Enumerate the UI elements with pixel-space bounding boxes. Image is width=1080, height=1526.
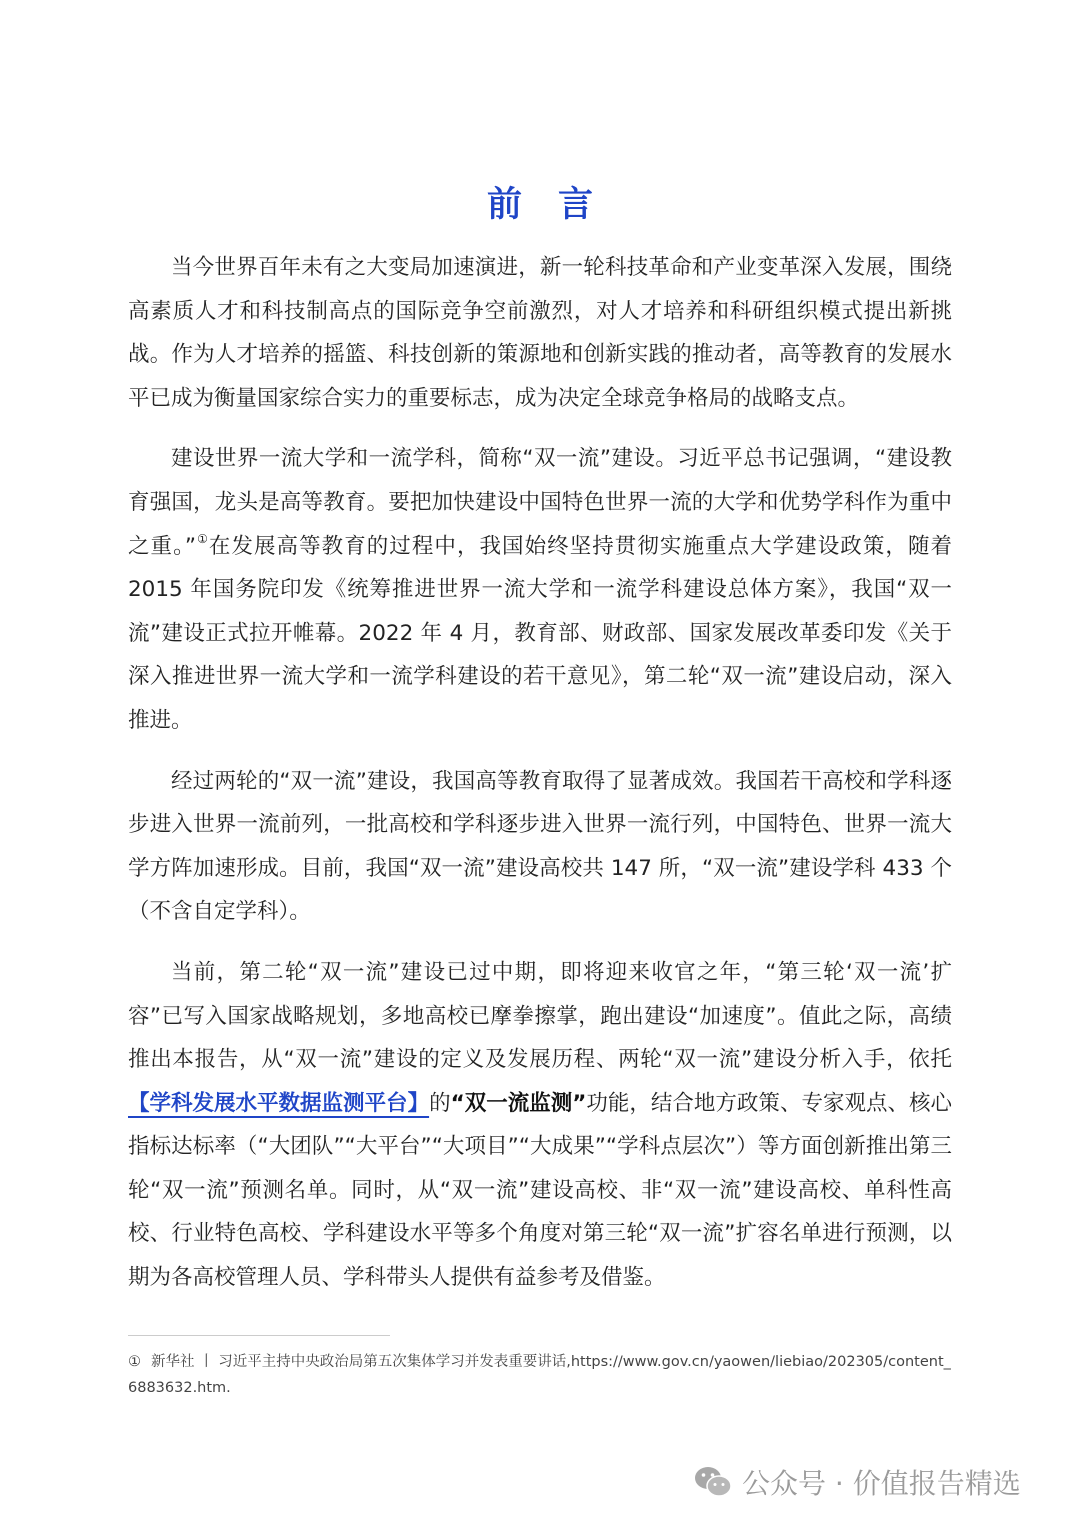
paragraph-2 <box>128 437 952 742</box>
monitoring-feature-name: “双一流监测” <box>450 1090 587 1116</box>
footnote-reference[interactable]: ① <box>196 531 209 546</box>
paragraph-2-part-a: 建设世界一流大学和一流学科，简称“双一流”建设。习近平总书记强调，“建设教育强国，龙头是高等教育。要把加快建设中国特色世界一流的大学和优势学科作为重中之重。” <box>128 446 952 559</box>
footnote-text[interactable]: 新华社 丨 习近平主持中央政治局第五次集体学习并发表重要讲话,https://www.gov.cn/yaowen/liebiao/202305/content_6883632.htm. <box>128 1354 951 1396</box>
paragraph-1: 当今世界百年未有之大变局加速演进，新一轮科技革命和产业变革深入发展，围绕高素质人才和科技制高点的国际竞争空前激烈，对人才培养和科研组织模式提出新挑战。作为人才培养的摇篮、科技创新的策源地和创新实践的推动者，高等教育的发展水平已成为衡量国家综合实力的重要标志，成为决定全球竞争格局的战略支点。 <box>128 255 952 411</box>
paragraph-4-part-b: 的 <box>429 1090 451 1116</box>
footnote-divider <box>128 1335 390 1336</box>
watermark <box>694 1458 1021 1506</box>
page-title: 前言 <box>486 185 629 226</box>
footnote-mark: ① <box>128 1354 141 1370</box>
paragraph-4-part-c: 功能，结合地方政策、专家观点、核心指标达标率（“大团队”“大平台”“大项目”“大成果”“学科点层次”）等方面创新推出第三轮“双一流”预测名单。同时，从“双一流”建设高校、非“双一流”建设高校、单科性高校、行业特色高校、学科建设水平等多个角度对第三轮“双一流”扩容名单进行预测，以期为各高校管理人员、学科带头人提供有益参考及借鉴。 <box>128 1090 952 1291</box>
paragraph-2-part-b: 在发展高等教育的过程中，我国始终坚持贯彻实施重点大学建设政策，随着2015 年国务院印发《统筹推进世界一流大学和一流学科建设总体方案》，我国“双一流”建设正式拉开帷幕。2022 年 4 月，教育部、财政部、国家发展改革委印发《关于深入推进世界一流大学和一流学科建设的若干意见》，第二轮“双一流”建设启动，深入推进。 <box>128 533 952 733</box>
footnote <box>128 1349 954 1401</box>
watermark-text: 公众号 · 价值报告精选 <box>742 1467 1021 1500</box>
wechat-icon <box>694 1465 732 1499</box>
preface-body <box>128 246 952 1317</box>
paragraph-4-part-a: 当前，第二轮“双一流”建设已过中期，即将迎来收官之年，“第三轮‘双一流’扩容”已写入国家战略规划，多地高校已摩拳擦掌，跑出建设“加速度”。值此之际，高绩推出本报告，从“双一流”建设的定义及发展历程、两轮“双一流”建设分析入手，依托 <box>128 959 952 1073</box>
paragraph-3: 经过两轮的“双一流”建设，我国高等教育取得了显著成效。我国若干高校和学科逐步进入世界一流前列，一批高校和学科逐步进入世界一流行列，中国特色、世界一流大学方阵加速形成。目前，我国“双一流”建设高校共 147 所，“双一流”建设学科 433 个（不含自定学科）。 <box>128 768 952 925</box>
paragraph-4 <box>128 951 952 1300</box>
platform-link[interactable]: 【学科发展水平数据监测平台】 <box>128 1090 430 1116</box>
